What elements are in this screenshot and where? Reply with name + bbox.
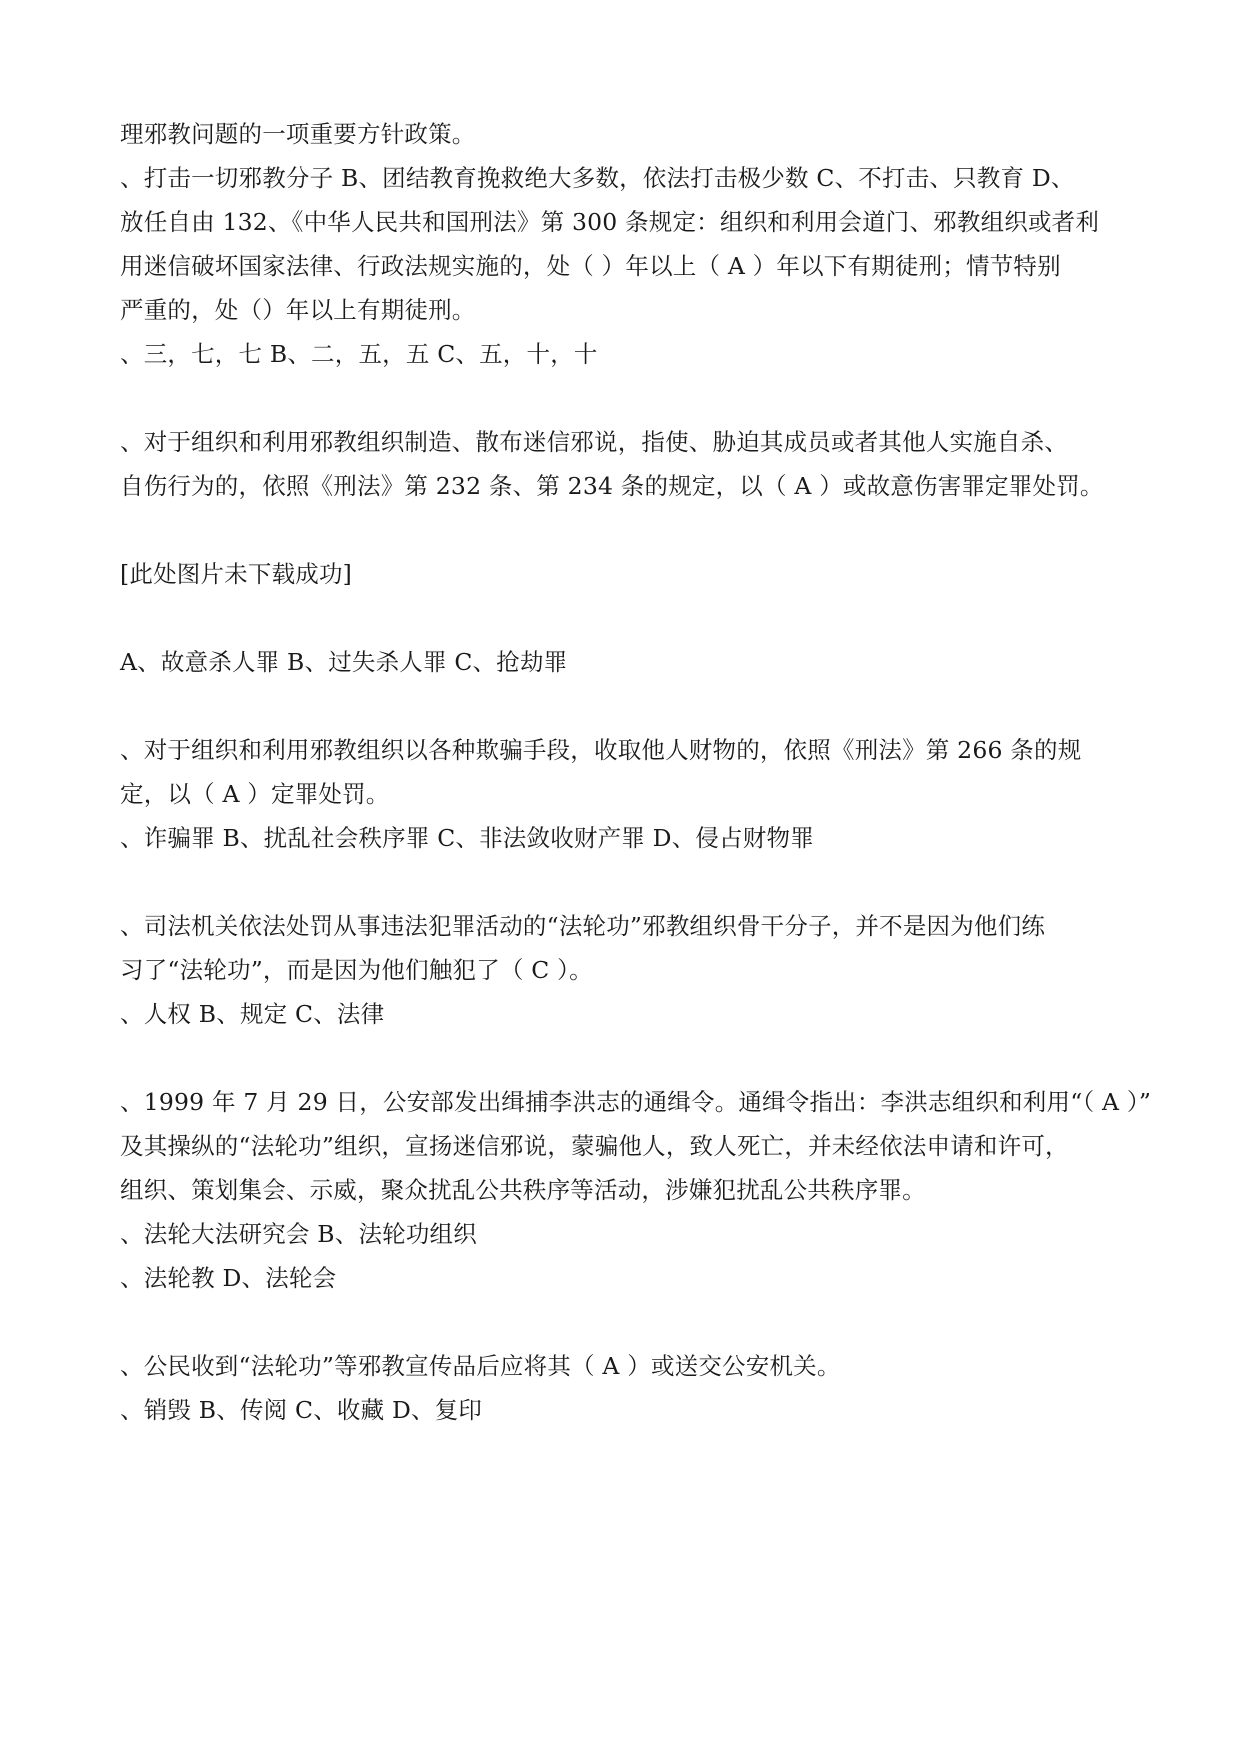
text-line: 习了“法轮功”，而是因为他们触犯了（ C ）。 (120, 956, 593, 984)
text-line: 、销毁 B、传阅 C、收藏 D、复印 (120, 1396, 483, 1424)
text-line: 、对于组织和利用邪教组织以各种欺骗手段，收取他人财物的，依照《刑法》第 266 条的规 (120, 736, 1082, 764)
text-line: 、对于组织和利用邪教组织制造、散布迷信邪说，指使、胁迫其成员或者其他人实施自杀、 (120, 428, 1068, 456)
text-line: 定，以（ A ）定罪处罚。 (120, 780, 390, 808)
text-line: A、故意杀人罪 B、过失杀人罪 C、抢劫罪 (120, 648, 568, 676)
text-line: 放任自由 132、《中华人民共和国刑法》第 300 条规定：组织和利用会道门、邪教组织或者利 (120, 208, 1100, 236)
blank-line (120, 860, 1120, 904)
blank-line (120, 376, 1120, 420)
text-line: 、法轮大法研究会 B、法轮功组织 (120, 1220, 477, 1248)
text-line: 、公民收到“法轮功”等邪教宣传品后应将其（ A ）或送交公安机关。 (120, 1352, 841, 1380)
text-line: 、法轮教 D、法轮会 (120, 1264, 337, 1292)
text-line: 严重的，处（）年以上有期徒刑。 (120, 296, 476, 324)
text-line: 用迷信破坏国家法律、行政法规实施的，处（ ）年以上（ A ）年以下有期徒刑；情节特别 (120, 252, 1061, 280)
text-line: 自伤行为的，依照《刑法》第 232 条、第 234 条的规定，以（ A ）或故意伤害罪定罪处罚。 (120, 472, 1104, 500)
text-line: 理邪教问题的一项重要方针政策。 (120, 120, 476, 148)
text-line: 、诈骗罪 B、扰乱社会秩序罪 C、非法敛收财产罪 D、侵占财物罪 (120, 824, 814, 852)
text-line: 、1999 年 7 月 29 日，公安部发出缉捕李洪志的通缉令。通缉令指出：李洪志组织和利用“（ A ）” (120, 1088, 1152, 1116)
blank-line (120, 508, 1120, 552)
blank-line (120, 1300, 1120, 1344)
text-line: 、司法机关依法处罚从事违法犯罪活动的“法轮功”邪教组织骨干分子，并不是因为他们练 (120, 912, 1046, 940)
text-line: 组织、策划集会、示威，聚众扰乱公共秩序等活动，涉嫌犯扰乱公共秩序罪。 (120, 1176, 926, 1204)
blank-line (120, 596, 1120, 640)
blank-line (120, 684, 1120, 728)
text-line: 、三，七，七 B、二，五，五 C、五，十，十 (120, 340, 598, 368)
text-line: 、人权 B、规定 C、法律 (120, 1000, 385, 1028)
image-placeholder-text: [此处图片未下载成功] (120, 560, 353, 588)
text-line: 、打击一切邪教分子 B、团结教育挽救绝大多数，依法打击极少数 C、不打击、只教育 D、 (120, 164, 1075, 192)
document-body (120, 112, 1152, 1432)
text-line: 及其操纵的“法轮功”组织，宣扬迷信邪说，蒙骗他人，致人死亡，并未经依法申请和许可， (120, 1132, 1069, 1160)
blank-line (120, 1036, 1120, 1080)
